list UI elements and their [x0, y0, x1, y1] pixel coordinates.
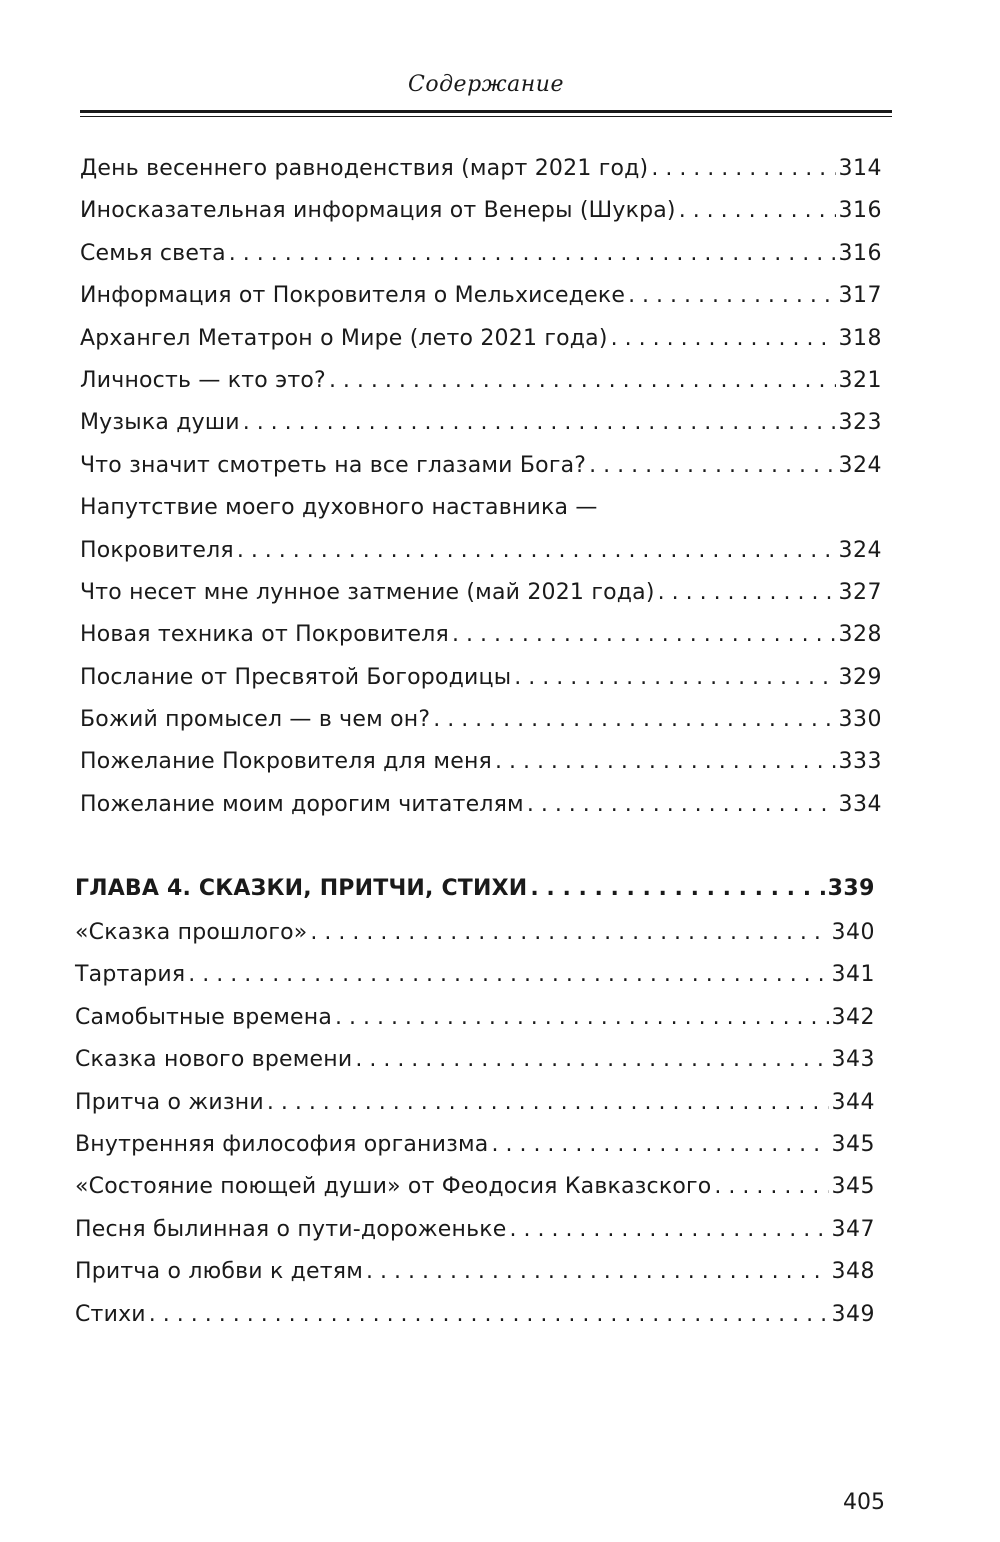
toc-entry-title: Новая техника от Покровителя [80, 622, 449, 648]
dot-leader [514, 657, 835, 699]
header-rule [80, 110, 892, 113]
toc-entry-page: 349 [831, 1301, 875, 1327]
toc-entry-wrapped-line [80, 487, 882, 529]
toc-entry-title: «Сказка прошлого» [75, 920, 308, 945]
dot-leader [714, 1166, 828, 1208]
toc-entry-page: 342 [831, 1004, 875, 1030]
dot-leader [658, 572, 836, 614]
toc-entry-title: Песня былинная о пути-дороженьке [75, 1216, 507, 1242]
toc-entry-title: Божий промысел — в чем он? [80, 707, 431, 733]
dot-leader [310, 912, 828, 954]
toc-entry-title: «Состояние поющей души» от Феодосия Кавказского [75, 1174, 712, 1200]
toc-entry-title: Информация от Покровителя о Мельхиседеке [80, 283, 626, 309]
toc-entry [80, 699, 882, 741]
toc-entry [75, 954, 875, 996]
dot-leader [243, 402, 836, 444]
toc-entry [75, 1082, 875, 1124]
chapter-page: 339 [827, 876, 875, 901]
toc-entry-title: Что значит смотреть на все глазами Бога? [80, 452, 587, 478]
dot-leader [188, 954, 828, 996]
toc-entry-title: Пожелание моим дорогим читателям [80, 791, 524, 817]
toc-entry-title: Архангел Метатрон о Мире (лето 2021 года) [80, 325, 608, 351]
toc-entry-page: 314 [838, 156, 882, 181]
toc-entry [75, 1209, 875, 1251]
toc-entry-title: Сказка нового времени [75, 1047, 353, 1073]
toc-entry-title: Самобытные времена [75, 1004, 332, 1030]
toc-entry-page: 344 [831, 1089, 875, 1115]
toc-entry-title: Покровителя [80, 537, 234, 563]
toc-entry-page: 324 [838, 452, 882, 478]
toc-entry [75, 1124, 875, 1166]
dot-leader [335, 997, 829, 1039]
header-rule-thin [80, 116, 892, 117]
toc-entry-title: Что несет мне лунное затмение (май 2021 года) [80, 579, 655, 605]
chapter-title: ГЛАВА 4. СКАЗКИ, ПРИТЧИ, СТИХИ [75, 876, 528, 901]
toc-entry [80, 275, 882, 317]
dot-leader [530, 866, 824, 912]
dot-leader [495, 741, 836, 783]
dot-leader [366, 1251, 828, 1293]
toc-entry-page: 345 [831, 1174, 875, 1200]
toc-entry-page: 340 [831, 920, 875, 945]
toc-entry-title: День весеннего равноденствия (март 2021 год) [80, 156, 649, 181]
dot-leader [452, 614, 836, 656]
toc-entry [80, 402, 882, 444]
toc-entry-page: 321 [838, 367, 882, 393]
dot-leader [149, 1294, 829, 1336]
toc-entry-page: 329 [838, 664, 882, 690]
toc-entry [75, 1251, 875, 1293]
toc-entry-title: Музыка души [80, 410, 240, 436]
toc-entry-title: Пожелание Покровителя для меня [80, 749, 492, 775]
toc-entry-page: 316 [838, 240, 882, 266]
toc-entry [75, 997, 875, 1039]
toc-entry-title: Тартария [75, 962, 186, 988]
toc-entry [80, 530, 882, 572]
toc-section-2 [75, 866, 875, 1336]
page-number: 405 [843, 1490, 885, 1515]
toc-entry-page: 330 [838, 707, 882, 733]
toc-entry [80, 190, 882, 232]
toc-entry-title: Послание от Пресвятой Богородицы [80, 664, 512, 690]
toc-entry [80, 148, 882, 190]
toc-entry [80, 572, 882, 614]
running-header: Содержание [408, 72, 564, 97]
toc-section-1 [80, 148, 882, 826]
toc-entry-page: 316 [838, 198, 882, 224]
dot-leader [433, 699, 835, 741]
toc-entry-page: 318 [838, 325, 882, 351]
toc-entry-page: 327 [838, 579, 882, 605]
toc-entry-title: Напутствие моего духовного наставника — [80, 495, 598, 521]
toc-entry-page: 345 [831, 1131, 875, 1157]
toc-entry [75, 1039, 875, 1081]
toc-entry [80, 360, 882, 402]
dot-leader [510, 1209, 829, 1251]
dot-leader [355, 1039, 828, 1081]
toc-entry-title: Притча о любви к детям [75, 1259, 364, 1285]
toc-entry-page: 348 [831, 1259, 875, 1285]
toc-entry [80, 445, 882, 487]
toc-entry [80, 318, 882, 360]
toc-entry-title: Притча о жизни [75, 1089, 264, 1115]
toc-entry [75, 912, 875, 954]
toc-entry-page: 341 [831, 962, 875, 988]
toc-entry-page: 347 [831, 1216, 875, 1242]
toc-entry-page: 328 [838, 622, 882, 648]
dot-leader [611, 318, 836, 360]
dot-leader [237, 530, 836, 572]
dot-leader [329, 360, 836, 402]
toc-entry-page: 333 [838, 749, 882, 775]
toc-entry [75, 1166, 875, 1208]
toc-entry-page: 317 [838, 283, 882, 309]
toc-entry [80, 741, 882, 783]
dot-leader [651, 148, 835, 190]
toc-entry [80, 657, 882, 699]
toc-entry [75, 1294, 875, 1336]
toc-chapter-heading [75, 866, 875, 912]
toc-entry-title: Иносказательная информация от Венеры (Шукра) [80, 198, 676, 224]
toc-entry [80, 784, 882, 826]
toc-entry [80, 233, 882, 275]
dot-leader [229, 233, 836, 275]
dot-leader [527, 784, 836, 826]
dot-leader [267, 1082, 829, 1124]
toc-entry-page: 343 [831, 1047, 875, 1073]
toc-entry-title: Стихи [75, 1301, 146, 1327]
dot-leader [589, 445, 835, 487]
toc-entry-page: 323 [838, 410, 882, 436]
dot-leader [491, 1124, 828, 1166]
toc-entry-title: Личность — кто это? [80, 367, 326, 393]
toc-entry-title: Семья света [80, 240, 226, 266]
dot-leader [628, 275, 835, 317]
dot-leader [679, 190, 836, 232]
toc-entry [80, 614, 882, 656]
toc-entry-page: 324 [838, 537, 882, 563]
toc-entry-page: 334 [838, 791, 882, 817]
toc-entry-title: Внутренняя философия организма [75, 1131, 489, 1157]
